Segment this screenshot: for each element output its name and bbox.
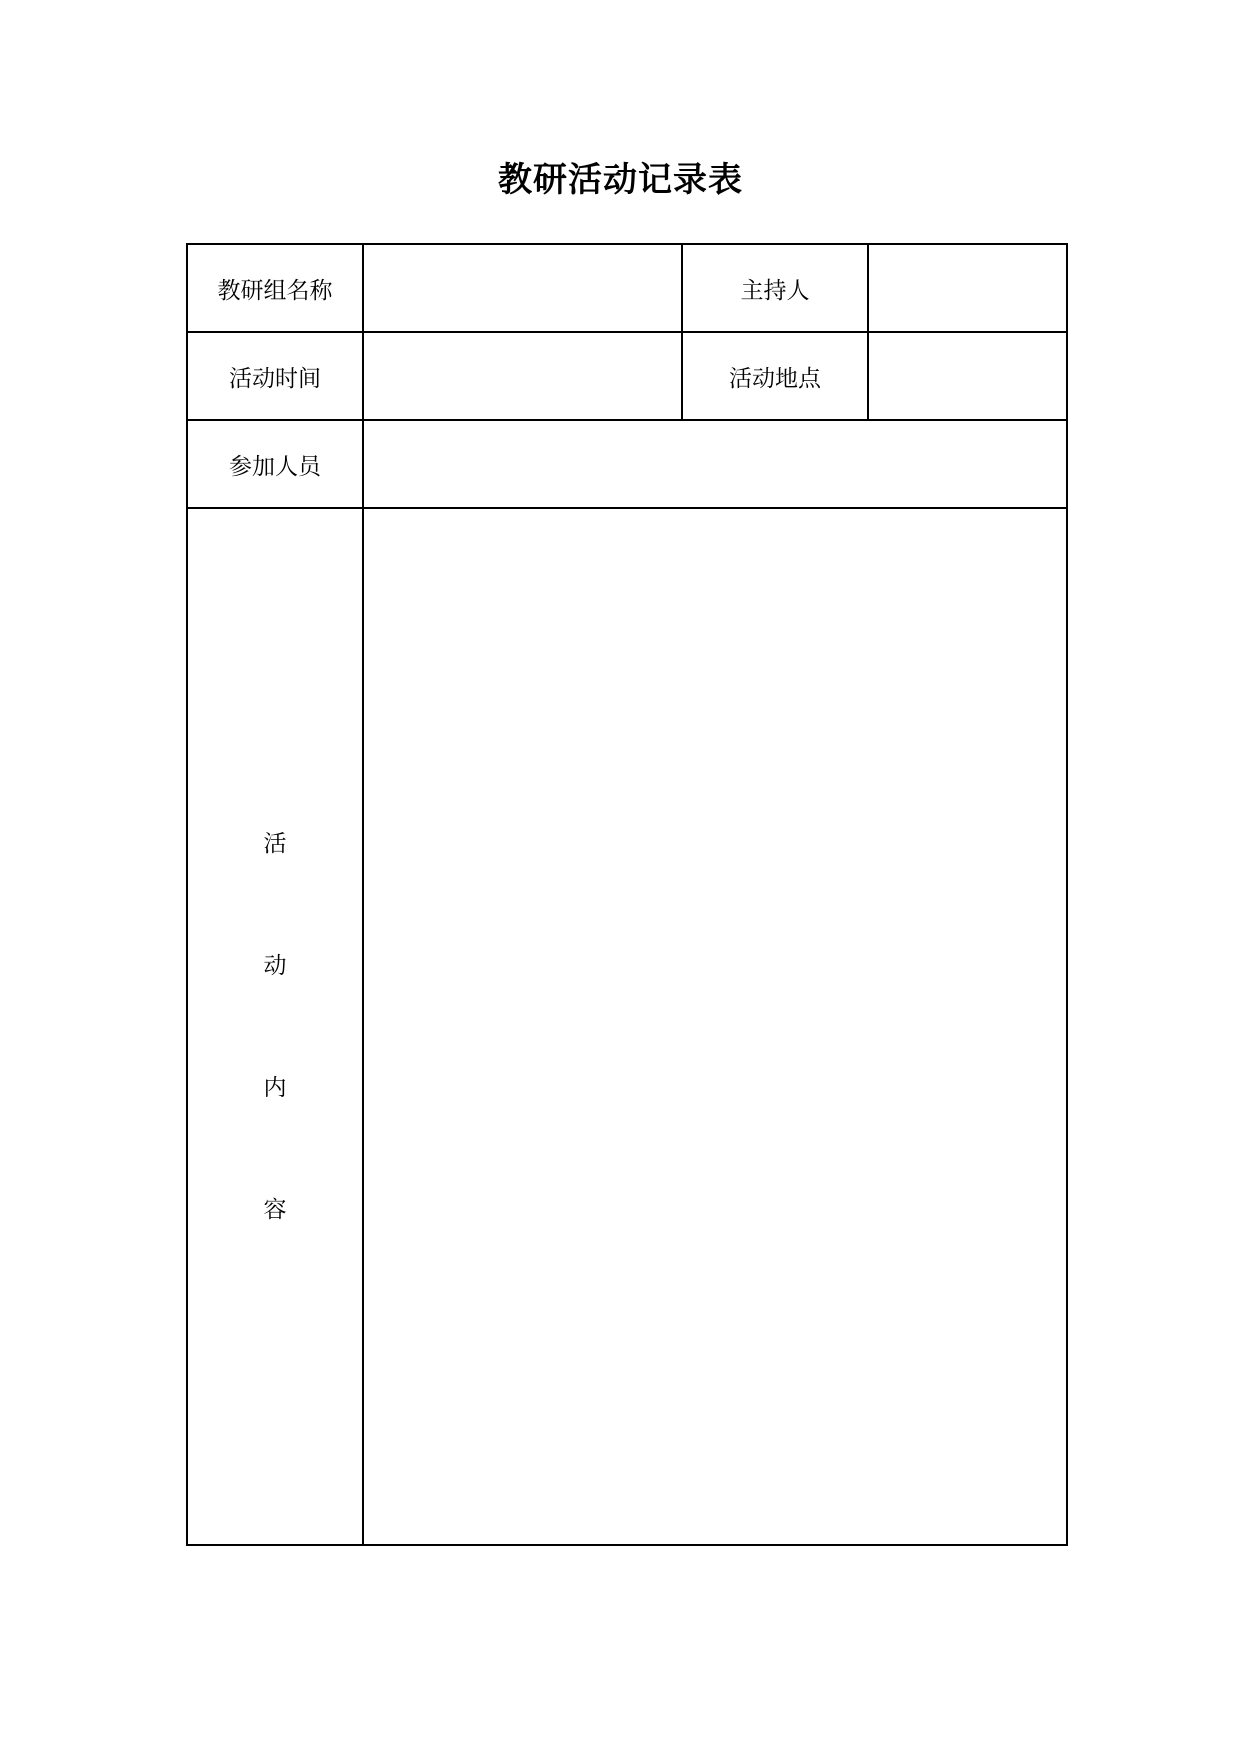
participants-label: 参加人员 [187, 420, 363, 508]
time-field[interactable] [363, 332, 682, 420]
host-field[interactable] [868, 244, 1067, 332]
content-label-char: 动 [263, 952, 287, 979]
content-label-vertical [188, 783, 362, 1271]
content-field[interactable] [363, 508, 1067, 1545]
content-label-char: 内 [263, 1074, 287, 1101]
location-label: 活动地点 [682, 332, 868, 420]
content-label-char: 活 [263, 830, 287, 857]
location-field[interactable] [868, 332, 1067, 420]
table-row-group-name [187, 244, 1067, 332]
group-name-label: 教研组名称 [187, 244, 363, 332]
table-row-content [187, 508, 1067, 1545]
participants-field[interactable] [363, 420, 1067, 508]
content-label-char: 容 [263, 1196, 287, 1223]
time-label: 活动时间 [187, 332, 363, 420]
group-name-field[interactable] [363, 244, 682, 332]
page-title: 教研活动记录表 [498, 160, 743, 200]
host-label: 主持人 [682, 244, 868, 332]
content-label [187, 508, 363, 1545]
table-row-time-location [187, 332, 1067, 420]
record-table [186, 243, 1068, 1546]
table-row-participants [187, 420, 1067, 508]
